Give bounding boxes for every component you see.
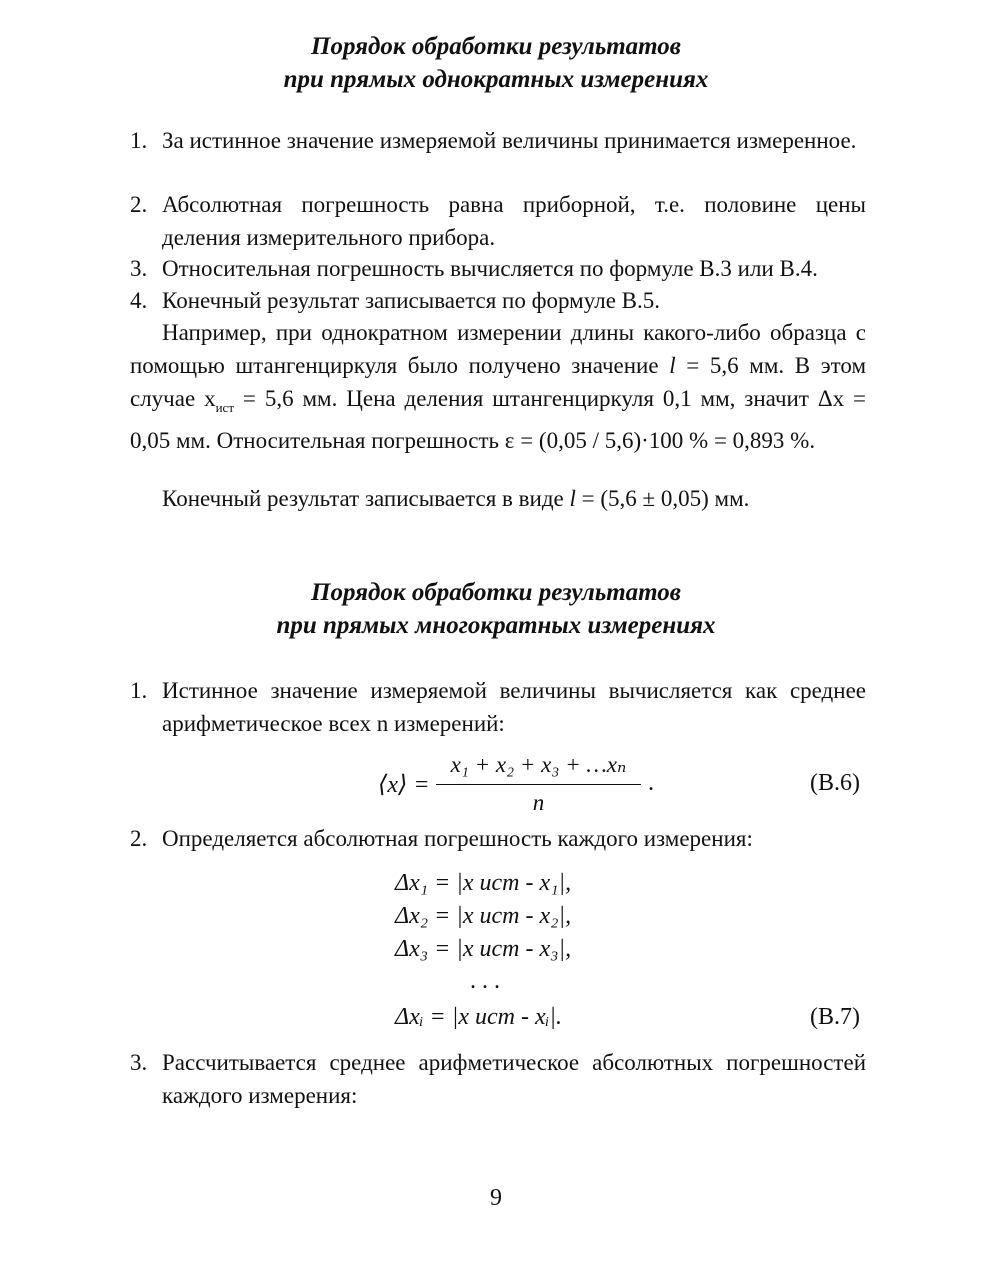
example-l: l — [669, 353, 676, 378]
example-rest: = 5,6 мм. Цена деления штангенциркуля 0,1 мм, значит Δx = 0,05 мм. Относительная погрешность ε = (0,05 / 5,6)·100 % = 0,893 %. — [130, 386, 866, 453]
item-number: 1. — [130, 678, 148, 703]
result-l: l — [569, 486, 576, 511]
list-item — [130, 1046, 866, 1112]
item-number: 3. — [130, 256, 148, 281]
list-item — [130, 822, 866, 855]
section2-title — [0, 576, 992, 642]
formula-numerator: x₁ + x₂ + x₃ + …xₙ — [450, 752, 627, 777]
formula-lhs: ⟨x⟩ = — [378, 772, 430, 798]
example-paragraph — [130, 316, 866, 457]
item-number: 2. — [130, 826, 148, 851]
result-rest: = (5,6 ± 0,05) мм. — [575, 486, 750, 511]
page-number: 9 — [490, 1185, 502, 1211]
abs-error-last-row: Δxᵢ = |x ист - xᵢ|. — [395, 1004, 563, 1030]
list-item — [130, 674, 866, 740]
abs-error-row: Δx₃ = |x ист - x₃|, — [395, 936, 572, 962]
example-sub: ист — [215, 400, 235, 415]
formula-dot: . — [648, 770, 654, 796]
item-text: За истинное значение измеряемой величины принимается измеренное. — [162, 128, 857, 153]
example-val: = 5,6 мм. В этом случае x — [130, 353, 867, 411]
item-number: 3. — [130, 1050, 148, 1075]
item-number: 4. — [130, 288, 148, 313]
section1-title-line1: Порядок обработки результатов — [311, 33, 681, 60]
list-item — [130, 284, 866, 317]
item-text: Рассчитывается среднее арифметическое абсолютных погрешностей каждого измерения: — [162, 1050, 866, 1108]
result-text-1: Конечный результат записывается в виде — [162, 486, 570, 511]
item-text: Абсолютная погрешность равна приборной, т.е. половине цены деления измерительного прибора. — [162, 192, 866, 250]
item-text: Конечный результат записывается по формуле В.5. — [162, 288, 660, 313]
formula-denominator: n — [532, 790, 545, 815]
equation-number-b7: (B.7) — [810, 1004, 860, 1030]
section2-title-line2: при прямых многократных измерениях — [276, 612, 716, 639]
section1-title — [0, 30, 992, 96]
list-item — [130, 252, 866, 285]
item-number: 1. — [130, 128, 148, 153]
result-paragraph — [162, 482, 866, 515]
item-text: Определяется абсолютная погрешность каждого измерения: — [162, 826, 753, 851]
item-text: Относительная погрешность вычисляется по формуле В.3 или В.4. — [162, 256, 818, 281]
fraction-line — [436, 784, 641, 785]
abs-error-dots: . . . — [470, 968, 500, 994]
example-text-1: Например, при однократном измерении длины какого-либо образца с помощью штангенциркуля было получено значение — [130, 320, 866, 378]
abs-error-row: Δx₂ = |x ист - x₂|, — [395, 903, 572, 929]
item-number: 2. — [130, 192, 148, 217]
section1-title-line2: при прямых однократных измерениях — [283, 66, 709, 93]
list-item — [130, 124, 866, 157]
equation-number-b6: (B.6) — [810, 770, 860, 796]
item-text: Истинное значение измеряемой величины вычисляется как среднее арифметическое всех n измерений: — [162, 678, 866, 736]
section2-title-line1: Порядок обработки результатов — [311, 579, 681, 606]
abs-error-row: Δx₁ = |x ист - x₁|, — [395, 870, 572, 896]
list-item — [130, 188, 866, 254]
